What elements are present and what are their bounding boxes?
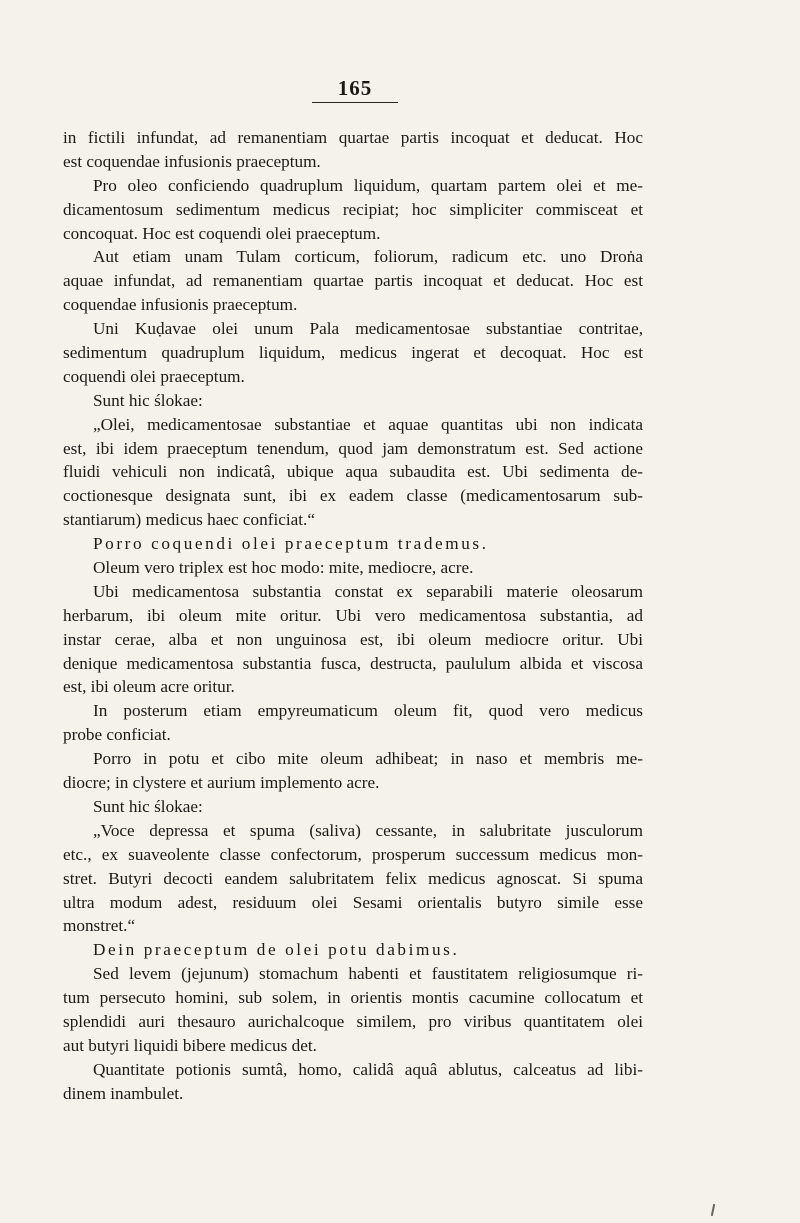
text-line: Ubi medicamentosa substantia constat ex separabili materie oleosarum: [93, 581, 643, 601]
page-number: 165: [337, 76, 373, 100]
text-line: coquendi olei praeceptum.: [63, 366, 245, 386]
text-line: dicamentosum sedimentum medicus recipiat; hoc simpliciter commisceat et: [63, 199, 643, 219]
text-line: herbarum, ibi oleum mite oritur. Ubi vero medicamentosa substantia, ad: [63, 605, 643, 625]
text-line: splendidi auri thesauro aurichalcoque similem, pro viribus quantitatem olei: [63, 1011, 643, 1031]
text-line: concoquat. Hoc est coquendi olei praeceptum.: [63, 223, 381, 243]
text-line: In posterum etiam empyreumaticum oleum fit, quod vero medicus: [93, 701, 643, 721]
text-line: tum persecuto homini, sub solem, in orientis montis cacumine collocatum et: [63, 988, 643, 1008]
text-line: est, ibi oleum acre oritur.: [63, 677, 235, 697]
text-line: monstret.“: [63, 916, 136, 936]
text-line: etc., ex suaveolente classe confectorum, prosperum successum medicus mon-: [63, 844, 643, 864]
text-line: Quantitate potionis sumtâ, homo, calidâ aquâ ablutus, calceatus ad libi-: [93, 1059, 643, 1079]
page-number-rule: [312, 102, 398, 103]
text-line: Sunt hic ślokae:: [93, 390, 203, 410]
text-line: aquae infundat, ad remanentiam quartae partis incoquat et deducat. Hoc est: [63, 271, 643, 291]
text-line: sedimentum quadruplum liquidum, medicus ingerat et decoquat. Hoc est: [63, 343, 643, 363]
text-line: „Olei, medicamentosae substantiae et aquae quantitas ubi non indicata: [93, 414, 643, 434]
text-line: Porro coquendi olei praeceptum trademus.: [93, 534, 489, 554]
margin-mark: [711, 1204, 715, 1216]
text-line: Sed levem (jejunum) stomachum habenti et faustitatem religiosumque ri-: [93, 964, 643, 984]
text-line: aut butyri liquidi bibere medicus det.: [63, 1035, 317, 1055]
text-line: denique medicamentosa substantia fusca, destructa, paululum albida et viscosa: [63, 653, 643, 673]
text-line: coquendae infusionis praeceptum.: [63, 295, 298, 315]
text-line: dinem inambulet.: [63, 1083, 184, 1103]
text-line: Oleum vero triplex est hoc modo: mite, mediocre, acre.: [93, 558, 474, 578]
text-line: est coquendae infusionis praeceptum.: [63, 151, 321, 171]
text-line: in fictili infundat, ad remanentiam quartae partis incoquat et deducat. Hoc: [63, 128, 643, 147]
text-line: Dein praeceptum de olei potu dabimus.: [93, 940, 460, 960]
text-line: fluidi vehiculi non indicatâ, ubique aqua subaudita est. Ubi sedimenta de-: [63, 462, 643, 482]
text-line: „Voce depressa et spuma (saliva) cessante, in salubritate jusculorum: [93, 820, 643, 840]
text-line: Porro in potu et cibo mite oleum adhibeat; in naso et membris me-: [93, 749, 643, 769]
text-line: diocre; in clystere et aurium implemento acre.: [63, 773, 380, 793]
text-line: est, ibi idem praeceptum tenendum, quod jam demonstratum est. Sed actione: [63, 438, 643, 458]
text-line: ultra modum adest, residuum olei Sesami orientalis butyro simile esse: [63, 892, 643, 912]
text-line: stantiarum) medicus haec conficiat.“: [63, 510, 315, 530]
text-line: instar cerae, alba et non unguinosa est, ibi oleum mediocre oritur. Ubi: [63, 629, 643, 649]
text-line: coctionesque designata sunt, ibi ex eadem classe (medicamentosarum sub-: [63, 486, 643, 506]
text-line: Sunt hic ślokae:: [93, 796, 203, 816]
text-line: Uni Kuḍavae olei unum Pala medicamentosae substantiae contritae,: [93, 319, 643, 339]
body-text: [63, 126, 643, 1106]
text-line: Aut etiam unam Tulam corticum, foliorum, radicum etc. uno Droṅa: [93, 247, 643, 267]
text-line: stret. Butyri decocti eandem salubritatem felix medicus agnoscat. Si spuma: [63, 868, 643, 888]
text-line: Pro oleo conficiendo quadruplum liquidum, quartam partem olei et me-: [93, 175, 643, 195]
text-line: probe conficiat.: [63, 725, 171, 745]
